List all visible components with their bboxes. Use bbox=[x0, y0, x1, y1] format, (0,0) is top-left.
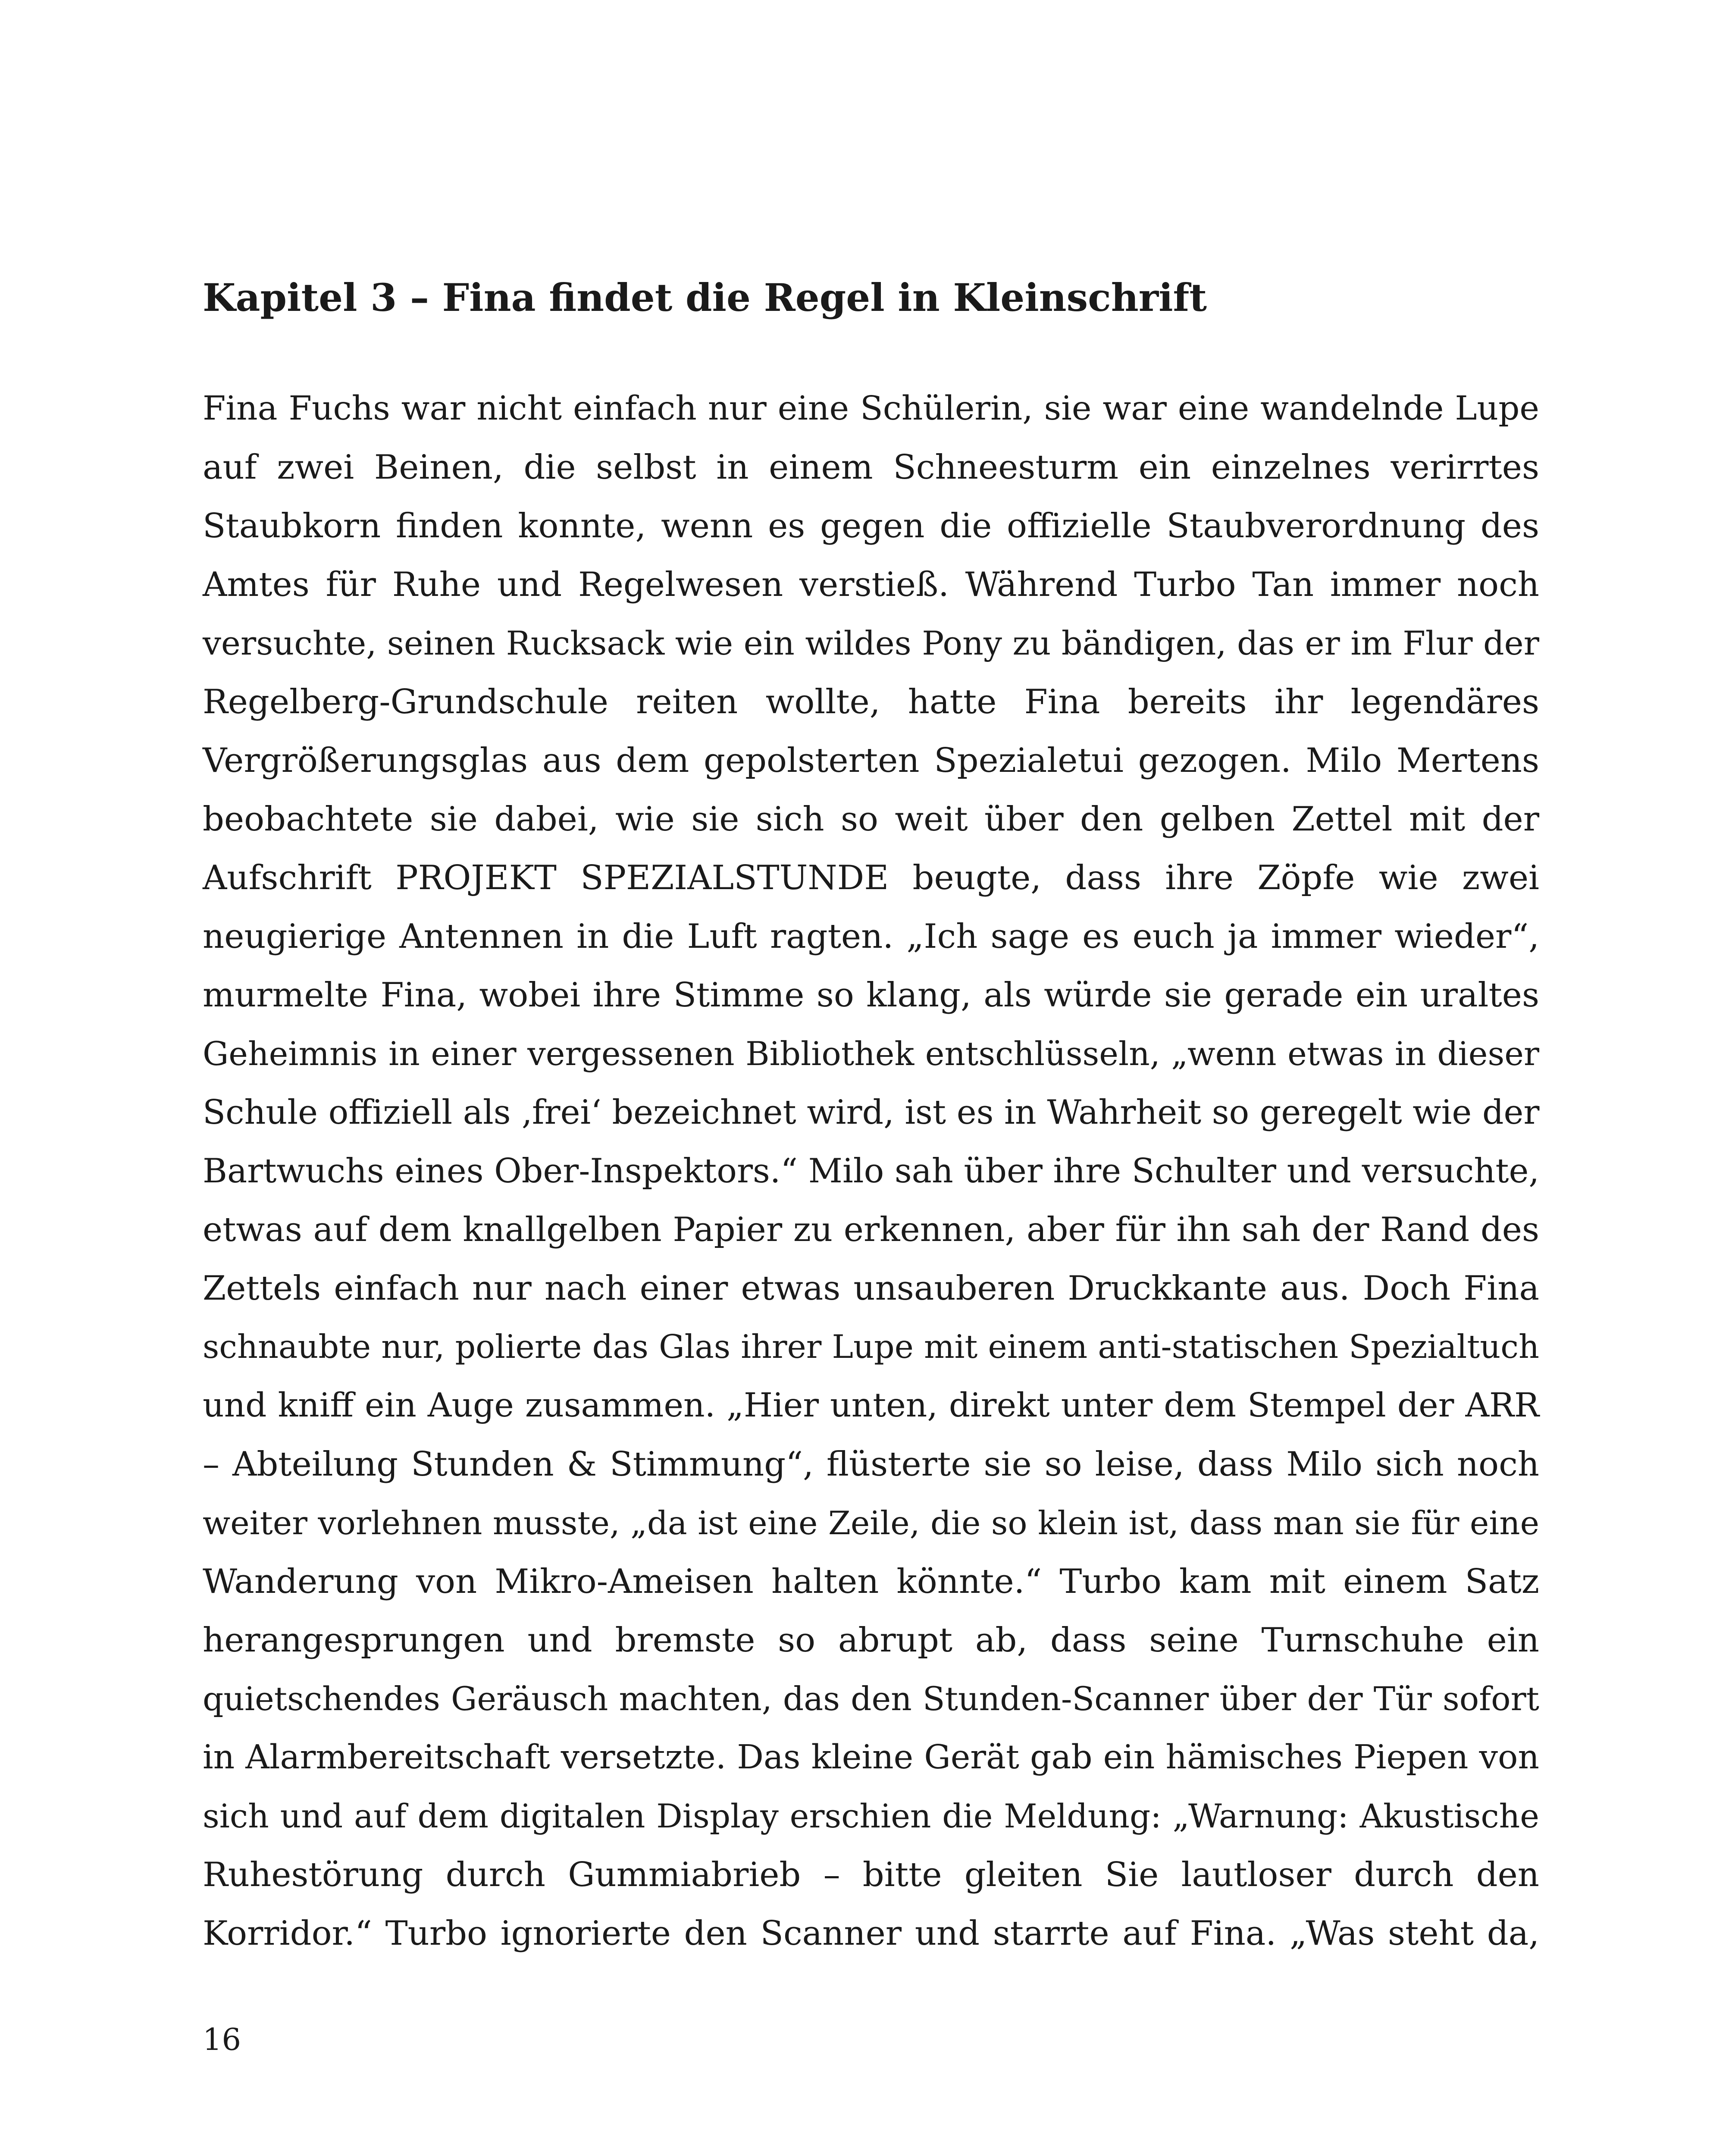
text-line: weiter vorlehnen musste, „da ist eine Zeile, die so klein ist, dass man sie für eine bbox=[203, 1504, 1539, 1542]
text-line: Wanderung von Mikro-Ameisen halten könnte.“ Turbo kam mit einem Satz bbox=[203, 1562, 1539, 1601]
text-line: – Abteilung Stunden & Stimmung“, flüsterte sie so leise, dass Milo sich noch bbox=[203, 1445, 1539, 1484]
text-line: in Alarmbereitschaft versetzte. Das kleine Gerät gab ein hämisches Piepen von bbox=[203, 1738, 1539, 1777]
text-line: herangesprungen und bremste so abrupt ab, dass seine Turnschuhe ein bbox=[203, 1621, 1539, 1660]
text-line: neugierige Antennen in die Luft ragten. „Ich sage es euch ja immer wieder“, bbox=[203, 917, 1539, 956]
text-line: Korridor.“ Turbo ignorierte den Scanner und starrte auf Fina. „Was steht da, bbox=[203, 1914, 1539, 1953]
text-line: murmelte Fina, wobei ihre Stimme so klang, als würde sie gerade ein uraltes bbox=[203, 976, 1539, 1015]
text-line: auf zwei Beinen, die selbst in einem Schneesturm ein einzelnes verirrtes bbox=[203, 448, 1539, 487]
text-line: Fina Fuchs war nicht einfach nur eine Schülerin, sie war eine wandelnde Lupe bbox=[203, 389, 1539, 428]
text-line: quietschendes Geräusch machten, das den Stunden-Scanner über der Tür sofort bbox=[203, 1680, 1539, 1718]
text-line: sich und auf dem digitalen Display erschien die Meldung: „Warnung: Akustische bbox=[203, 1797, 1539, 1835]
text-line: Zettels einfach nur nach einer etwas unsauberen Druckkante aus. Doch Fina bbox=[203, 1269, 1539, 1308]
text-line: schnaubte nur, polierte das Glas ihrer Lupe mit einem anti-statischen Spezialtuch bbox=[203, 1328, 1539, 1366]
text-line: Geheimnis in einer vergessenen Bibliothek entschlüsseln, „wenn etwas in dieser bbox=[203, 1035, 1539, 1073]
text-line: und kniff ein Auge zusammen. „Hier unten, direkt unter dem Stempel der ARR bbox=[203, 1386, 1539, 1425]
chapter-body bbox=[203, 379, 1539, 1963]
page-number: 16 bbox=[203, 2022, 241, 2057]
text-line: beobachtete sie dabei, wie sie sich so weit über den gelben Zettel mit der bbox=[203, 800, 1539, 839]
text-line: Bartwuchs eines Ober-Inspektors.“ Milo sah über ihre Schulter und versuchte, bbox=[203, 1152, 1539, 1191]
text-line: Ruhestörung durch Gummiabrieb – bitte gleiten Sie lautloser durch den bbox=[203, 1855, 1539, 1894]
chapter-title: Kapitel 3 – Fina findet die Regel in Kleinschrift bbox=[203, 275, 1207, 320]
text-line: Staubkorn finden konnte, wenn es gegen die offizielle Staubverordnung des bbox=[203, 507, 1539, 545]
text-line: Amtes für Ruhe und Regelwesen verstieß. Während Turbo Tan immer noch bbox=[203, 565, 1539, 604]
text-line: etwas auf dem knallgelben Papier zu erkennen, aber für ihn sah der Rand des bbox=[203, 1210, 1539, 1249]
text-line: Vergrößerungsglas aus dem gepolsterten Spezialetui gezogen. Milo Mertens bbox=[203, 741, 1539, 780]
text-line: Schule offiziell als ‚frei‘ bezeichnet wird, ist es in Wahrheit so geregelt wie der bbox=[203, 1093, 1540, 1132]
text-line: Aufschrift PROJEKT SPEZIALSTUNDE beugte, dass ihre Zöpfe wie zwei bbox=[203, 859, 1539, 897]
text-line: Regelberg-Grundschule reiten wollte, hatte Fina bereits ihr legendäres bbox=[203, 683, 1539, 721]
text-line: versuchte, seinen Rucksack wie ein wildes Pony zu bändigen, das er im Flur der bbox=[203, 624, 1539, 662]
